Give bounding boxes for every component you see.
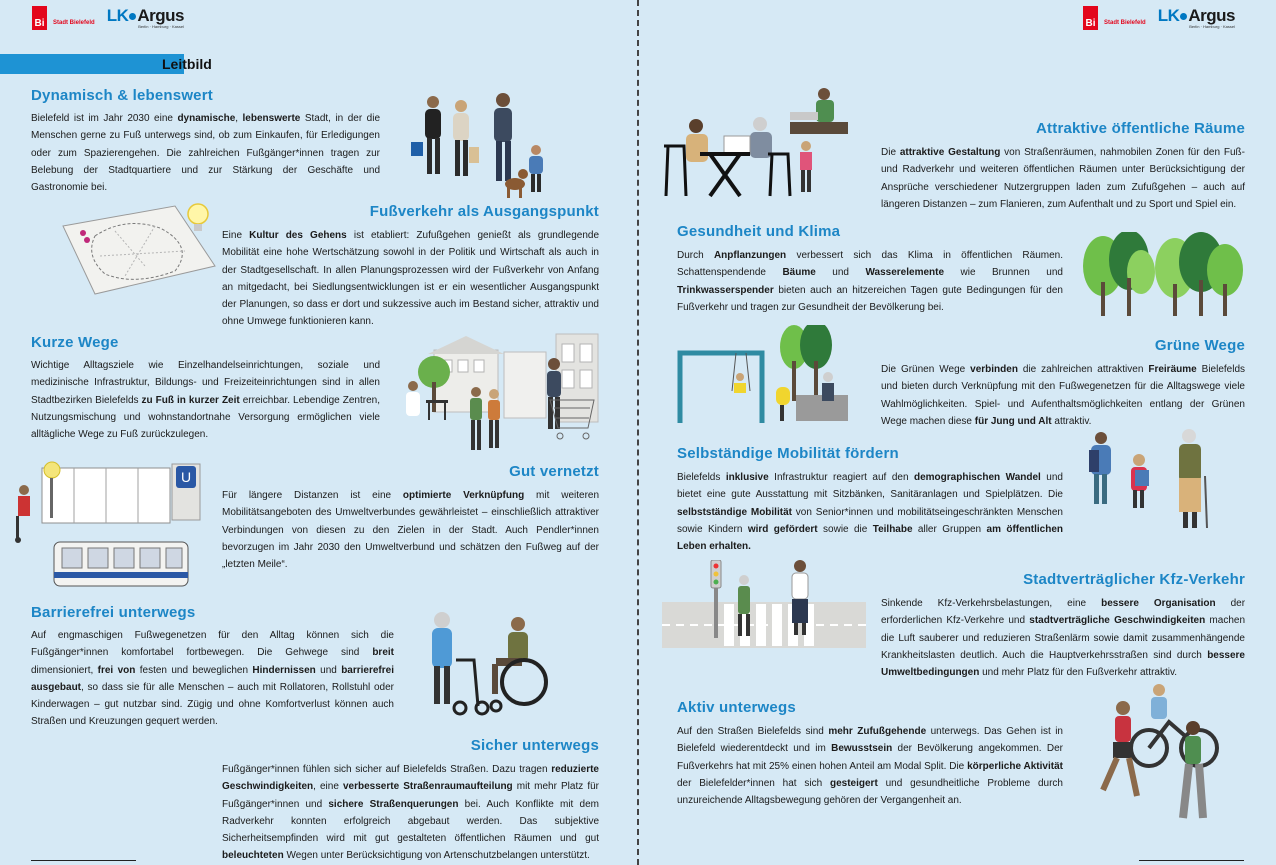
text-run: Stadt, in der die Menschen gerne zu Fuß unterwegs sind, ob zum Einkaufen, für Erledigungen oder zum Spazierengehen. Die zahlreichen Fußgänger*innen tragen zur Belebung der Stadtquartiere und zur Stärkung der Geschäfte und Gastronomie bei. <box>31 113 381 194</box>
text-run: lebenswerte <box>242 113 301 124</box>
section-body-kurze-wege <box>31 357 380 443</box>
text-run: und <box>315 664 342 676</box>
text-run: sichere Straßenquerungen <box>328 798 459 810</box>
stadt-bielefeld-label-right: Stadt Bielefeld <box>1104 20 1146 26</box>
bielefeld-logo-mark: Bi <box>32 6 47 30</box>
section-body-aktiv <box>677 723 1063 809</box>
left-logos <box>32 6 184 30</box>
shoppers-illustration <box>403 92 568 202</box>
text-run: Bielefelds und bieten durch Verknüpfung mit den Fußwegenetzen für die Alltagswege viele Wahlmöglichkeiten. Spiel- und Aufenthaltsmöglichkeiten entlang der Grünen Wege machen diese <box>881 364 1246 427</box>
text-run: der Bielefelder*innen hat sich <box>677 777 830 789</box>
trees-illustration <box>1081 232 1249 318</box>
text-run: Freiräume <box>1148 364 1197 375</box>
text-run: die zahlreichen attraktiven <box>1017 364 1149 375</box>
section-body-fussverkehr <box>222 227 599 331</box>
text-run: Die <box>881 147 900 158</box>
text-run: und <box>815 267 866 279</box>
stadt-bielefeld-label: Stadt Bielefeld <box>53 20 95 26</box>
text-run: von Senior*innen und mobilitätseingeschränkten Menschen sowie Kindern <box>677 506 1063 535</box>
lk-argus-cities-right: Berlin · Hamburg · Kassel <box>1189 24 1235 29</box>
text-run: dynamische <box>177 113 236 124</box>
text-run: machen die Luft sauberer und reduzieren Straßenlärm sowie damit zusammenhängende Krankheitslasten deutlich. Auch die Hauptverkehrsstraßen sind durch <box>881 615 1246 661</box>
text-run: Sinkende Kfz-Verkehrsbelastungen, eine <box>881 598 1102 609</box>
text-run: Wasserelemente <box>865 267 945 279</box>
text-run: demographischen Wandel <box>914 472 1041 483</box>
text-run: Teilhabe <box>872 523 913 535</box>
section-body-dynamisch <box>31 110 380 196</box>
text-run: verbesserte Straßenraumaufteilung <box>342 781 513 793</box>
section-body-barrierefrei <box>31 627 394 731</box>
playground-illustration <box>676 325 854 425</box>
text-run: erreichbar. Lebendige Zentren, Nutzungsmischung und wohnstandortnahe Versorgung ermöglichen viele alltägliche Wege zu Fuß zurückzulegen. <box>31 394 380 441</box>
text-run: stadtverträgliche Geschwindigkeiten <box>1029 615 1206 627</box>
argus-label-right: Argus <box>1188 6 1235 25</box>
section-body-attraktive <box>881 144 1245 213</box>
children-senior-illustration <box>1085 428 1235 538</box>
text-run: dimensioniert, <box>31 664 98 676</box>
footer-line-left <box>31 860 136 861</box>
section-title-barrierefrei: Barrierefrei unterwegs <box>31 604 196 621</box>
text-run: sowie die <box>817 523 873 535</box>
text-run: Die Grünen Wege <box>881 364 971 375</box>
text-run: attraktiv. <box>1051 415 1092 427</box>
right-logos <box>1083 6 1235 30</box>
text-run: Für längere Distanzen ist eine <box>222 490 403 501</box>
text-run: gesteigert <box>829 777 878 789</box>
lk-label-right: LK <box>1157 6 1180 25</box>
text-run: attraktive Gestaltung <box>899 147 1001 158</box>
city-map-illustration <box>55 196 230 298</box>
text-run: bessere Organisation <box>1101 598 1216 609</box>
svg-text:U: U <box>180 469 192 485</box>
text-run: mit mehr Platz für Fußgänger*innen und <box>222 781 599 810</box>
section-title-attraktive: Attraktive öffentliche Räume <box>1036 120 1245 137</box>
text-run: inklusive <box>725 472 769 483</box>
text-run: Infrastruktur reagiert auf den <box>768 472 914 483</box>
text-run: Auf engmaschigen Fußwegenetzen für den Alltag können sich die Fußgänger*innen komfortabel fortbewegen. Die Gehwege sind <box>31 630 394 659</box>
text-run: Wegen unter Berücksichtigung von Artenschutzbelangen unterstützt. <box>283 850 590 862</box>
section-body-gruene-wege <box>881 361 1245 430</box>
bielefeld-logo-mark-right: Bi <box>1083 6 1098 30</box>
lk-argus-cities: Berlin · Hamburg · Kassel <box>138 24 184 29</box>
text-run: aller Gruppen <box>912 523 987 535</box>
text-run: , eine <box>313 781 343 793</box>
text-run: und mehr Platz für den Fußverkehr attraktiv. <box>979 667 1178 679</box>
section-body-gesundheit <box>677 247 1063 316</box>
section-body-selbstaendige <box>677 469 1063 555</box>
text-run: Bäume <box>782 267 816 279</box>
section-body-sicher <box>222 761 599 865</box>
text-run: Trinkwasserspender <box>677 284 774 296</box>
text-run: und bietet eine gute Ausstattung mit Sitzbänken, Sanitäranlagen und Spielplätzen. Die <box>677 472 1063 501</box>
text-run: mit weiteren Mobilitätsangeboten des Umweltverbundes gewährleistet – einschließlich attraktiver Verbindungen von diesen zu den Zielen in der Stadt. Auch Pendler*innen bevorzugen im Jahr 2030 den Umweltverbund und schätzen den Fußweg auf der „letzten Meile“. <box>222 490 600 571</box>
text-run: bessere Umweltbedingungen <box>881 649 1245 679</box>
text-run: unterwegs. Das Gehen ist in Bielefeld wiederentdeckt und im <box>677 726 1063 755</box>
text-run: von Straßenräumen, nahmobilen Zonen für den Fuß- und Radverkehr und weiteren öffentlichen Räumen unter Berücksichtigung der Ansprüche verschiedener Nutzergruppen laden zum Zufußgehen – auch auf längeren Distanzen – zum Flanieren, zum Aufenthalt und zu Sport und Spiel ein. <box>881 147 1245 210</box>
lk-dot-icon <box>129 13 136 20</box>
text-run: Bielefeld ist im Jahr 2030 eine <box>31 113 178 124</box>
text-run: Hindernissen <box>252 664 316 676</box>
section-title-dynamisch: Dynamisch & lebenswert <box>31 87 213 104</box>
section-title-fussverkehr: Fußverkehr als Ausgangspunkt <box>369 203 599 220</box>
neighborhood-illustration <box>398 332 601 457</box>
section-title-kurze-wege: Kurze Wege <box>31 334 119 351</box>
text-run: für Jung und Alt <box>974 415 1052 427</box>
text-run: Bewusstsein <box>831 743 893 755</box>
text-run: der erforderlichen Kfz-Verkehre und <box>881 598 1246 627</box>
lk-label: LK <box>106 6 129 25</box>
transit-illustration <box>14 460 204 588</box>
wheelchair-illustration <box>426 610 550 720</box>
text-run: bieten auch an hitzereichen Tagen gute Bedingungen für den Fußverkehr und tragen zur Gesundheit der Bevölkerung bei. <box>677 284 1063 313</box>
text-run: Wichtige Alltagsziele wie Einzelhandelseinrichtungen, soziale und medizinische Infrastruktur, Bildungs- und Freizeiteinrichtungen sind in allen Stadtbezirken Bielefelds <box>31 360 380 406</box>
footer-line-right <box>1139 860 1244 861</box>
section-title-sicher: Sicher unterwegs <box>470 737 599 754</box>
text-run: Durch <box>677 250 714 261</box>
text-run: , <box>235 113 243 124</box>
text-run: Bielefelds <box>677 472 726 483</box>
street-crossing-illustration <box>662 560 866 650</box>
section-title-gruene-wege: Grüne Wege <box>1154 337 1245 354</box>
text-run: beleuchteten <box>222 850 284 862</box>
text-run: reduzierte Geschwindigkeiten <box>222 764 599 793</box>
text-run: festen und beweglichen <box>135 664 253 676</box>
text-run: ist etabliert: Zufußgehen genießt als grundlegende Mobilität eine hohe Wertschätzung sowohl in der Politik und Wirtschaft als auch in der Stadtgesellschaft. In allen Planungsprozessen wird der Fußverkehr von Anfang an mitgedacht, bei Siedlungsentwicklungen ist er ein wesentlicher Ausgangspunkt der Planungen, so dass er dort und sukzessive auch im Bestand sicher, attraktiv und ohne Umwege funktionieren kann. <box>222 230 600 328</box>
section-title-selbstaendige: Selbständige Mobilität fördern <box>677 445 899 462</box>
text-run: Fußgänger*innen fühlen sich sicher auf Bielefelds Straßen. Dazu tragen <box>222 764 552 775</box>
text-run: am öffentlichen Leben erhalten. <box>677 523 1064 553</box>
text-run: Kultur des Gehens <box>249 230 347 241</box>
text-run: bei. Auch Konflikte mit dem Radverkehr konnten erfolgreich abgebaut werden. Das subjektive Sicherheitsempfinden wird mit gut gestalteten öffentlichen Räumen und gut <box>222 798 599 845</box>
section-title-gesundheit: Gesundheit und Klima <box>677 223 841 240</box>
text-run: wie Brunnen und <box>944 267 1063 279</box>
lk-argus-logo <box>107 7 184 29</box>
text-run: verbinden <box>970 364 1018 375</box>
text-run: der Bevölkerung angekommen. Der Fußverkehrs hat mit 25% einen hohen Anteil am Modal Split. Die <box>677 743 1063 772</box>
text-run: barrierefrei ausgebaut <box>31 664 394 693</box>
text-run: , so dass sie für alle Menschen – auch mit Rollatoren, Rollstuhl oder Kinderwagen – gut nutzbar sind. Zügig und ohne Komfortverlust können auch Straßen und Kreuzungen gequert werden. <box>31 681 394 728</box>
text-run: optimierte Verknüpfung <box>402 490 525 501</box>
lk-dot-icon-right <box>1180 13 1187 20</box>
section-body-kfz-verkehr <box>881 595 1245 681</box>
right-page <box>639 0 1276 865</box>
section-body-gut-vernetzt <box>222 487 599 573</box>
section-title-kfz-verkehr: Stadtverträglicher Kfz-Verkehr <box>1023 571 1245 588</box>
text-run: verbessert sich das Klima in öffentlichen Räumen. Schattenspendende <box>677 250 1064 279</box>
section-title-aktiv: Aktiv unterwegs <box>677 699 796 716</box>
text-run: selbstständige Mobilität <box>677 506 792 518</box>
leitbild-label: Leitbild <box>162 56 212 72</box>
text-run: breit <box>372 647 394 659</box>
left-page <box>0 0 637 865</box>
text-run: und gesundheitliche Probleme durch unzureichende Alltagsbewegung gehören der Vergangenheit an. <box>677 777 1063 807</box>
active-people-illustration <box>1089 678 1224 833</box>
lk-argus-logo-right <box>1158 7 1235 29</box>
text-run: wird gefördert <box>747 523 818 535</box>
text-run: mehr Zufußgehende <box>828 726 927 737</box>
text-run: zu Fuß in kurzer Zeit <box>141 394 240 406</box>
text-run: körperliche Aktivität <box>967 760 1063 772</box>
cafe-illustration <box>660 84 850 204</box>
leitbild-bar <box>0 54 184 74</box>
text-run: Anpflanzungen <box>713 250 787 261</box>
argus-label: Argus <box>137 6 184 25</box>
text-run: Eine <box>222 230 250 241</box>
text-run: frei von <box>97 664 136 676</box>
text-run: Auf den Straßen Bielefelds sind <box>677 726 829 737</box>
section-title-gut-vernetzt: Gut vernetzt <box>509 463 599 480</box>
